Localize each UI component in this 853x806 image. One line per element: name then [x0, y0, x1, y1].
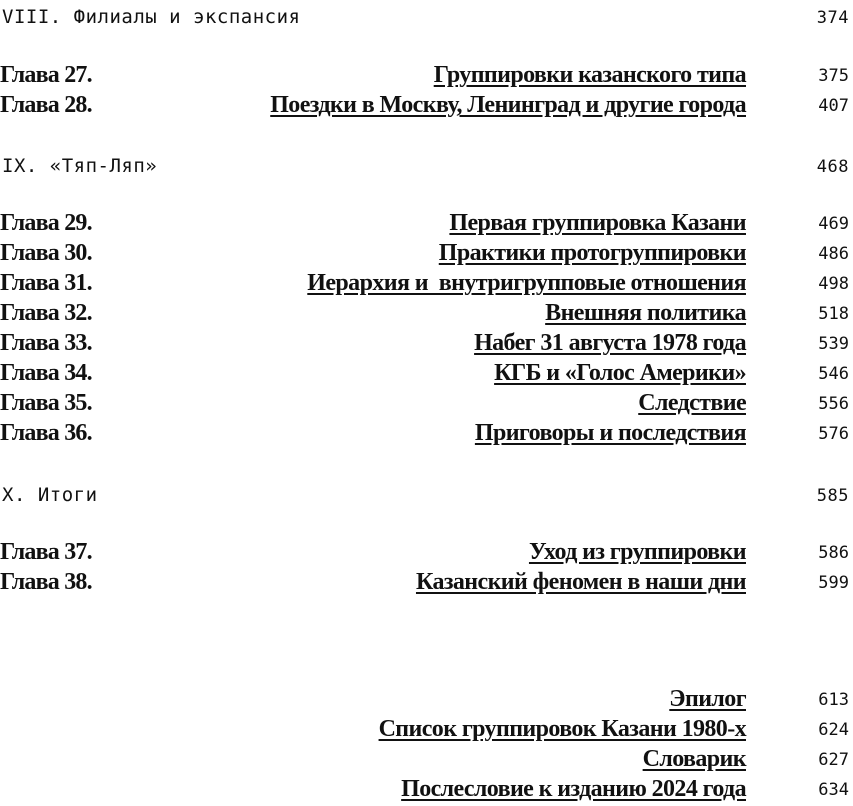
chapter-page-number: 498 — [818, 274, 849, 294]
chapter-label: Глава 38. — [0, 569, 92, 595]
appendix-page-number: 627 — [818, 750, 849, 770]
chapter-label: Глава 29. — [0, 210, 92, 236]
appendix-title-link[interactable]: Эпилог — [669, 686, 746, 712]
appendix-page-number: 613 — [818, 690, 849, 710]
toc-entry[interactable] — [0, 300, 853, 330]
toc-entry[interactable] — [0, 360, 853, 390]
appendix-title-link[interactable]: Словарик — [642, 746, 746, 772]
chapter-title-link[interactable]: Поездки в Москву, Ленинград и другие города — [270, 92, 746, 118]
chapter-label: Глава 35. — [0, 390, 92, 416]
chapter-page-number: 556 — [818, 394, 849, 414]
chapter-title-link[interactable]: Иерархия и внутригрупповые отношения — [307, 270, 746, 296]
toc-entry-appendix[interactable] — [0, 686, 853, 716]
chapter-label: Глава 30. — [0, 240, 92, 266]
toc-entry[interactable] — [0, 330, 853, 360]
part-page-number: 374 — [816, 8, 849, 28]
part-title: IX. «Тяп-Ляп» — [2, 155, 158, 177]
toc-entry-appendix[interactable] — [0, 716, 853, 746]
toc-entry[interactable] — [0, 62, 853, 92]
chapter-title-link[interactable]: КГБ и «Голос Америки» — [494, 360, 746, 386]
part-page-number: 585 — [816, 486, 849, 506]
appendix-title-link[interactable]: Послесловие к изданию 2024 года — [401, 776, 746, 802]
part-page-number: 468 — [816, 157, 849, 177]
appendix-page-number: 634 — [818, 780, 849, 800]
toc-entry[interactable] — [0, 420, 853, 450]
toc-entry[interactable] — [0, 390, 853, 420]
chapter-page-number: 486 — [818, 244, 849, 264]
chapter-page-number: 407 — [818, 96, 849, 116]
toc-entry[interactable] — [0, 270, 853, 300]
toc-entry[interactable] — [0, 240, 853, 270]
chapter-label: Глава 31. — [0, 270, 92, 296]
chapter-label: Глава 36. — [0, 420, 92, 446]
toc-entry-appendix[interactable] — [0, 746, 853, 776]
chapter-title-link[interactable]: Внешняя политика — [545, 300, 746, 326]
chapter-label: Глава 27. — [0, 62, 92, 88]
chapter-page-number: 469 — [818, 214, 849, 234]
chapter-page-number: 576 — [818, 424, 849, 444]
appendix-page-number: 624 — [818, 720, 849, 740]
toc-entry[interactable] — [0, 92, 853, 122]
chapter-page-number: 586 — [818, 543, 849, 563]
chapter-label: Глава 37. — [0, 539, 92, 565]
chapter-page-number: 599 — [818, 573, 849, 593]
part-title: VIII. Филиалы и экспансия — [2, 6, 301, 28]
chapter-title-link[interactable]: Практики протогруппировки — [438, 240, 746, 266]
chapter-page-number: 546 — [818, 364, 849, 384]
chapter-title-link[interactable]: Следствие — [638, 390, 746, 416]
toc-entry[interactable] — [0, 569, 853, 599]
chapter-page-number: 518 — [818, 304, 849, 324]
chapter-title-link[interactable]: Набег 31 августа 1978 года — [474, 330, 746, 356]
chapter-label: Глава 32. — [0, 300, 92, 326]
chapter-page-number: 375 — [818, 66, 849, 86]
toc-entry[interactable] — [0, 210, 853, 240]
chapter-title-link[interactable]: Уход из группировки — [528, 539, 746, 565]
chapter-title-link[interactable]: Первая группировка Казани — [449, 210, 746, 236]
chapter-page-number: 539 — [818, 334, 849, 354]
part-title: X. Итоги — [2, 484, 98, 506]
chapter-title-link[interactable]: Казанский феномен в наши дни — [415, 569, 746, 595]
toc-entry[interactable] — [0, 539, 853, 569]
chapter-label: Глава 33. — [0, 330, 92, 356]
chapter-label: Глава 34. — [0, 360, 92, 386]
appendix-title-link[interactable]: Список группировок Казани 1980-х — [378, 716, 746, 742]
toc-entry-appendix[interactable] — [0, 776, 853, 806]
chapter-title-link[interactable]: Группировки казанского типа — [433, 62, 746, 88]
chapter-title-link[interactable]: Приговоры и последствия — [474, 420, 746, 446]
chapter-label: Глава 28. — [0, 92, 92, 118]
